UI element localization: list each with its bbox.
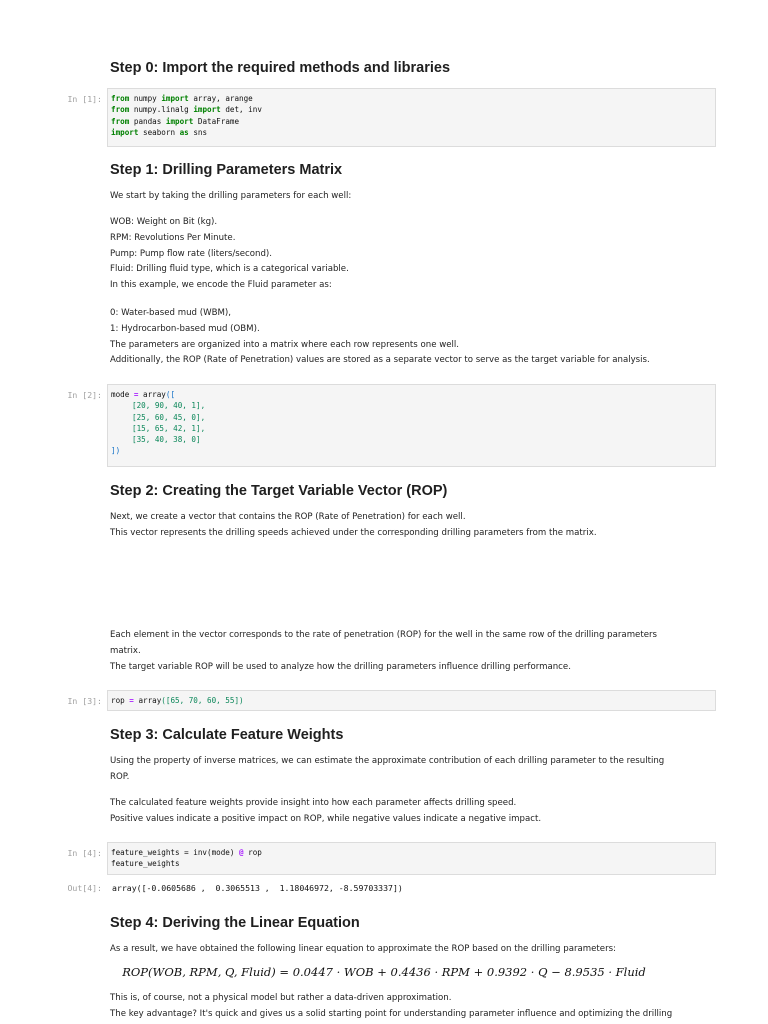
step2-heading: Step 2: Creating the Target Variable Vector (ROP) bbox=[110, 483, 448, 499]
list-item: 0: Water-based mud (WBM), bbox=[110, 308, 231, 318]
code-line: mode = array([ bbox=[111, 390, 176, 399]
code-line: import seaborn as sns bbox=[111, 127, 208, 137]
text-line: This is, of course, not a physical model but rather a data-driven approximation. bbox=[110, 993, 452, 1003]
text-line: This vector represents the drilling speeds achieved under the corresponding drilling parameters from the matrix. bbox=[110, 527, 597, 538]
step3-heading: Step 3: Calculate Feature Weights bbox=[110, 727, 344, 743]
cell4-prompt: In [4]: bbox=[67, 848, 102, 858]
step0-heading: Step 0: Import the required methods and libraries bbox=[110, 60, 451, 76]
matrix-row: [35, 40, 38, 0] bbox=[132, 435, 201, 445]
code-cell-2[interactable] bbox=[107, 384, 716, 467]
list-item: 1: Hydrocarbon-based mud (OBM). bbox=[110, 323, 260, 334]
step1-intro: We start by taking the drilling parameters for each well: bbox=[110, 191, 352, 201]
list-item: In this example, we encode the Fluid parameter as: bbox=[110, 280, 332, 291]
list-item: RPM: Revolutions Per Minute. bbox=[110, 232, 236, 243]
text-line: The target variable ROP will be used to analyze how the drilling parameters influence drilling performance. bbox=[110, 661, 571, 672]
step3-text bbox=[110, 754, 710, 786]
cell1-prompt: In [1]: bbox=[67, 94, 102, 104]
text-line: Each element in the vector corresponds to the rate of penetration (ROP) for the well in the same row of the drilling parameters bbox=[110, 630, 658, 640]
text-line: ROP. bbox=[110, 771, 130, 782]
code-line: from numpy.linalg import det, inv bbox=[111, 105, 262, 115]
code-cell-3[interactable] bbox=[107, 690, 716, 711]
code-line: from numpy import array, arange bbox=[111, 94, 253, 103]
linear-equation: ROP(WOB, RPM, Q, Fluid) = 0.0447 · WOB + 0.4436 · RPM + 0.9392 · Q − 8.9535 · Fluid bbox=[122, 965, 646, 979]
cell4-output: array([-0.0605686 , 0.3065513 , 1.18046972, -8.59703337]) bbox=[112, 883, 403, 893]
step4-text bbox=[110, 991, 710, 1023]
step3-text-2 bbox=[110, 796, 710, 828]
text-line: Additionally, the ROP (Rate of Penetration) values are stored as a separate vector to serve as the target variable for analysis. bbox=[110, 355, 650, 366]
text-line: Next, we create a vector that contains the ROP (Rate of Penetration) for each well. bbox=[110, 512, 466, 522]
code-line: rop = array([65, 70, 60, 55]) bbox=[111, 696, 244, 705]
matrix-row: [20, 90, 40, 1], bbox=[132, 401, 206, 411]
step4-intro: As a result, we have obtained the following linear equation to approximate the ROP based on the drilling parameters: bbox=[110, 944, 616, 954]
step1-encoding-text bbox=[110, 306, 710, 369]
text-line: The key advantage? It's quick and gives us a solid starting point for understanding parameter influence and optimizing the drilling bbox=[110, 1008, 673, 1019]
list-item: Pump: Pump flow rate (liters/second). bbox=[110, 248, 273, 259]
out4-prompt: Out[4]: bbox=[67, 883, 102, 893]
matrix-row: [15, 65, 42, 1], bbox=[132, 423, 206, 433]
step1-param-list bbox=[110, 215, 710, 294]
code-cell-1[interactable] bbox=[107, 88, 716, 147]
list-item: WOB: Weight on Bit (kg). bbox=[110, 217, 218, 227]
step2-text bbox=[110, 510, 710, 542]
text-line: The parameters are organized into a matrix where each row represents one well. bbox=[110, 339, 460, 350]
code-line: from pandas import DataFrame bbox=[111, 116, 240, 126]
text-line: The calculated feature weights provide insight into how each parameter affects drilling speed. bbox=[110, 798, 517, 808]
list-item: Fluid: Drilling fluid type, which is a categorical variable. bbox=[110, 264, 349, 275]
step2-text-2 bbox=[110, 628, 710, 675]
code-line: feature_weights bbox=[111, 859, 180, 869]
code-cell-4[interactable] bbox=[107, 842, 716, 875]
code-line: ]) bbox=[111, 446, 121, 456]
step4-heading: Step 4: Deriving the Linear Equation bbox=[110, 915, 360, 931]
matrix-row: [25, 60, 45, 0], bbox=[132, 412, 206, 422]
text-line: Positive values indicate a positive impact on ROP, while negative values indicate a negative impact. bbox=[110, 813, 542, 824]
text-line: Using the property of inverse matrices, we can estimate the approximate contribution of each drilling parameter to the resulting bbox=[110, 756, 665, 766]
cell3-prompt: In [3]: bbox=[67, 696, 102, 706]
code-line: feature_weights = inv(mode) @ rop bbox=[111, 848, 262, 857]
text-line: matrix. bbox=[110, 645, 141, 656]
cell2-prompt: In [2]: bbox=[67, 390, 102, 400]
step1-heading: Step 1: Drilling Parameters Matrix bbox=[110, 162, 343, 178]
